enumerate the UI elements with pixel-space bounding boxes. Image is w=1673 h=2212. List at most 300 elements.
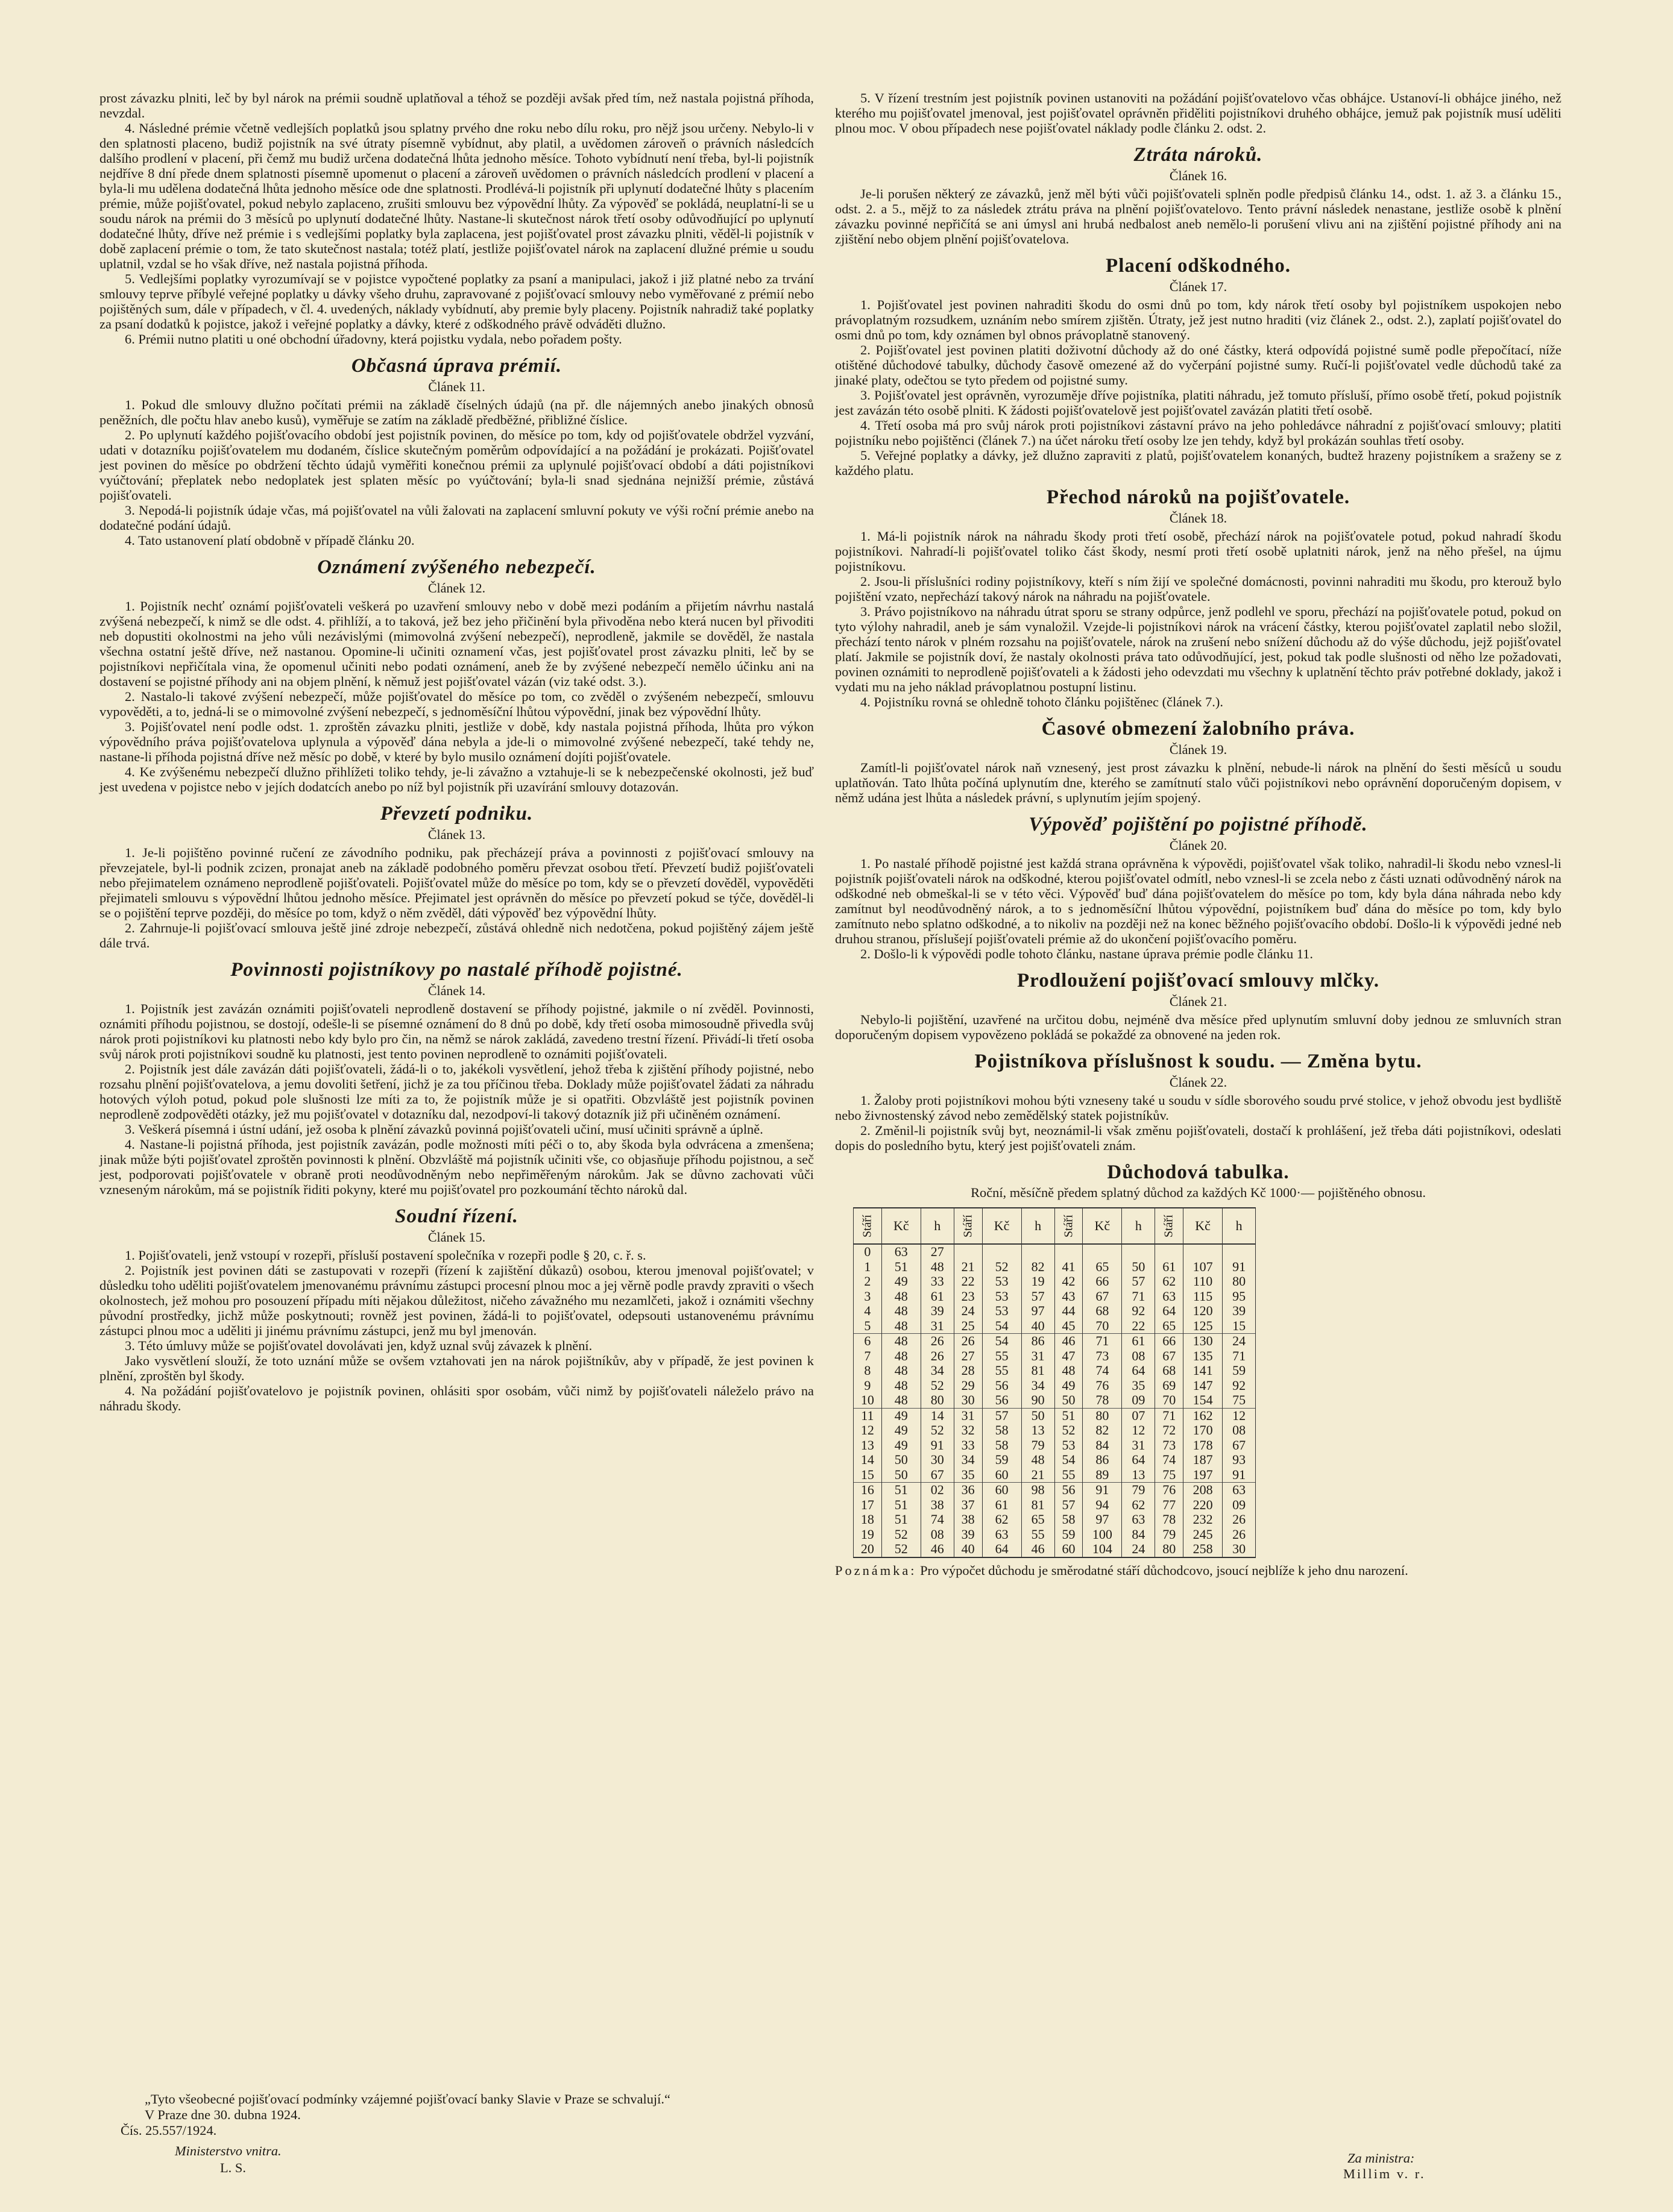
table-cell: 24	[1122, 1542, 1155, 1557]
table-cell: 17	[854, 1498, 882, 1513]
table-cell: 51	[881, 1260, 921, 1275]
table-row	[854, 1289, 1256, 1304]
paragraph: 2. Nastalo-li takové zvýšení nebezpečí, může pojišťovatel do měsíce po tom, co zvěděl o zvýšeném nebezpečí, smlouvu vypověděti, a to, jedná-li se o mimovolné zvýšení nebezpečí, s jednoměsíční lhůtou výpovědní, jinak bez výpovědní lhůty.	[99, 689, 814, 719]
article-number: Článek 22.	[1169, 1075, 1227, 1090]
table-cell: 5	[854, 1319, 882, 1334]
paragraph: 1. Pokud dle smlouvy dlužno počítati prémii na základě číselných údajů (na př. dle nájemných anebo jinakých obnosů peněžních, dle počtu hlav anebo kusů), vyměřuje se zatím na základě předběžné, přibližné číslice.	[99, 397, 814, 427]
table-cell: 52	[921, 1378, 954, 1393]
table-cell: 2	[854, 1274, 882, 1289]
table-cell: 50	[881, 1453, 921, 1468]
table-cell: 07	[1122, 1408, 1155, 1423]
income-table-section	[835, 1160, 1561, 1578]
table-row	[854, 1393, 1256, 1408]
table-row	[854, 1378, 1256, 1393]
seal-ls: L. S.	[220, 2160, 246, 2175]
ministry-name: Ministerstvo vnitra.	[175, 2143, 282, 2158]
table-cell: 23	[954, 1289, 982, 1304]
table-cell: 1	[854, 1260, 882, 1275]
section-heading: Přechod nároků na pojišťovatele.	[1046, 486, 1350, 508]
article-number: Článek 21.	[1169, 994, 1227, 1009]
column-header-age: Stáří	[954, 1208, 982, 1244]
table-cell: 80	[1223, 1274, 1256, 1289]
table-cell: 53	[982, 1274, 1021, 1289]
table-cell: 57	[1122, 1274, 1155, 1289]
table-cell: 48	[1054, 1363, 1083, 1378]
table-cell: 79	[1021, 1438, 1054, 1453]
table-cell: 70	[1155, 1393, 1183, 1408]
article-number: Článek 16.	[1169, 168, 1227, 183]
paragraph: Jako vysvětlení slouží, že toto uznání může se ovšem vztahovati jen na nárok pojištníkův, aby v případě, že jest povinen k plnění, zproštěn byl škody.	[99, 1353, 814, 1383]
table-row	[854, 1260, 1256, 1275]
paragraph: 4. Ke zvýšenému nebezpečí dlužno přihlížeti toliko tehdy, je-li závažno a vztahuje-li se k nebezpečenské okolnosti, jež buď jest uvedena v pojistce nebo v jejích dodatcích anebo po níž byl pojistník při uzavírání smlouvy dotazován.	[99, 764, 814, 794]
table-cell: 68	[1155, 1363, 1183, 1378]
table-cell: 56	[982, 1378, 1021, 1393]
table-row	[854, 1542, 1256, 1557]
paragraph: 1. Pojistník jest zavázán oznámiti pojišťovateli neprodleně dostavení se příhody pojistné, jakmile o ní zvěděl. Povinnosti, oznámiti příhodu pojistnou, se dostojí, odešle-li se písemné oznámení do 8 dnů po době, kdy třetí osoba mimosoudně přivedla svůj nárok proti pojistníkovi ku platnosti nebo kdy bylo pro čin, na němž se nárok zakládá, zavedeno trestní řízení. Přivádí-li třetí osoba svůj nárok proti pojistníkovi soudně ku platnosti, jest tento povinen neprodleně to oznámiti pojišťovateli.	[99, 1001, 814, 1061]
table-cell: 27	[921, 1244, 954, 1260]
paragraph: 1. Je-li pojištěno povinné ručení ze závodního podniku, pak přecházejí práva a povinnosti z pojišťovací smlouvy na převzejatele, byl-li podnik zcizen, pronajat aneb na základě podobného poměru převzat osobou třetí. Převzetí budiž pojišťovateli nebo přejimatelem oznámeno neprodleně pojišťovateli. Pojišťovatel může do měsíce po tom, kdy se o převzetí dověděl, vypověděti přejimateli smlouvu s výpovědní lhůtou jednoho měsíce. Přejimatel jest oprávněn do měsíce po převzetí pokud se týče, dověděl-li se o pojištění teprve později, do měsíce po tom, když o něm zvěděl, dáti výpověď bez výpovědní lhůty.	[99, 845, 814, 920]
table-cell: 125	[1183, 1319, 1223, 1334]
table-cell: 40	[1021, 1319, 1054, 1334]
paragraph: 4. Nastane-li pojistná příhoda, jest pojistník zavázán, podle možnosti míti péči o to, aby škoda byla odvrácena a zmenšena; jinak může býti pojišťovatel zproštěn povinnosti k plnění. Obzvláště má pojistník učiniti vše, co objasňuje příhodu pojistnou, a seč jest, podporovati pojišťovatele v obraně proti neodůvodněným nebo nepřiměřeným nárokům. Jak se důvno zachovati vůči vzneseným nárokům, má se pojistník řiditi pokyny, které mu pojišťovatel pro pozkoumání těchto nároků dal.	[99, 1137, 814, 1197]
table-cell: 26	[921, 1334, 954, 1349]
section-heading: Soudní řízení.	[395, 1205, 518, 1227]
table-cell: 08	[1223, 1423, 1256, 1438]
table-cell: 7	[854, 1349, 882, 1364]
left-column	[99, 90, 814, 1413]
table-cell: 71	[1223, 1349, 1256, 1364]
table-cell: 63	[1223, 1483, 1256, 1498]
paragraph: Je-li porušen některý ze závazků, jenž měl býti vůči pojišťovateli splněn podle předpisů článku 14., odst. 1. až 3. a článku 15., odst. 2. a 5., mějž to za následek ztrátu práva na plnění pojišťovatelovo. Tento právní následek nenastane, jestliže osobě k plnění závazku povinné nepřičítá se ani úmysl ani hrubá nedbalost aneb nemělo-li porušení vlivu ani na zjištění pojistné příhody ani na zjištění nebo objem plnění pojišťovatelova.	[835, 186, 1561, 247]
paragraph: 2. Jsou-li příslušníci rodiny pojistníkovy, kteří s ním žijí ve společné domácnosti, povinni nahraditi mu škodu, pro kterouž bylo pojištění vzato, nepřechází takový nárok na náhradu na pojišťovatele.	[835, 574, 1561, 604]
table-cell: 54	[982, 1319, 1021, 1334]
table-cell: 115	[1183, 1289, 1223, 1304]
table-cell: 49	[881, 1438, 921, 1453]
table-cell: 74	[1155, 1453, 1183, 1468]
table-cell: 84	[1122, 1527, 1155, 1542]
table-cell: 51	[1054, 1408, 1083, 1423]
table-cell: 91	[1223, 1260, 1256, 1275]
table-cell: 67	[1155, 1349, 1183, 1364]
paragraph: 6. Prémii nutno platiti u oné obchodní úřadovny, která pojistku vydala, nebo pořadem pošty.	[125, 331, 622, 347]
table-cell: 09	[1122, 1393, 1155, 1408]
table-cell: 51	[881, 1483, 921, 1498]
table-cell: 100	[1083, 1527, 1122, 1542]
table-cell: 53	[1054, 1438, 1083, 1453]
table-cell	[1021, 1244, 1054, 1260]
table-cell: 74	[1083, 1363, 1122, 1378]
table-cell: 26	[921, 1349, 954, 1364]
table-cell: 37	[954, 1498, 982, 1513]
table-cell: 59	[982, 1453, 1021, 1468]
table-cell: 14	[921, 1408, 954, 1423]
table-cell: 0	[854, 1244, 882, 1260]
table-cell: 31	[921, 1319, 954, 1334]
paragraph: 1. Pojišťovatel jest povinen nahraditi škodu do osmi dnů po tom, kdy nárok třetí osoby byl pojistníkem uspokojen nebo právoplatným rozsudkem, uznáním nebo smírem zjištěn. Útraty, jež jest nutno hraditi (viz článek 2., odst. 2.), zaplatí pojišťovatel do osmi dnů po tom, kdy oznámen byl obnos právoplatně stanovený.	[835, 297, 1561, 342]
table-cell: 72	[1155, 1423, 1183, 1438]
table-cell	[954, 1244, 982, 1260]
table-cell: 147	[1183, 1378, 1223, 1393]
table-cell: 33	[954, 1438, 982, 1453]
table-cell: 09	[1223, 1498, 1256, 1513]
table-cell: 26	[1223, 1527, 1256, 1542]
table-cell: 15	[854, 1468, 882, 1483]
table-cell: 51	[881, 1498, 921, 1513]
table-cell: 41	[1054, 1260, 1083, 1275]
table-cell: 91	[921, 1438, 954, 1453]
article-number: Článek 11.	[428, 379, 485, 394]
table-cell: 110	[1183, 1274, 1223, 1289]
table-cell: 52	[881, 1542, 921, 1557]
table-cell: 68	[1083, 1304, 1122, 1319]
table-cell: 76	[1083, 1378, 1122, 1393]
table-cell: 82	[1021, 1260, 1054, 1275]
table-cell: 69	[1155, 1378, 1183, 1393]
table-cell: 73	[1083, 1349, 1122, 1364]
table-cell: 38	[954, 1512, 982, 1527]
table-cell: 48	[881, 1319, 921, 1334]
table-cell: 75	[1155, 1468, 1183, 1483]
table-cell: 258	[1183, 1542, 1223, 1557]
table-cell: 24	[1223, 1334, 1256, 1349]
table-cell: 91	[1223, 1468, 1256, 1483]
table-cell: 62	[982, 1512, 1021, 1527]
table-cell: 48	[921, 1260, 954, 1275]
table-cell: 97	[1021, 1304, 1054, 1319]
table-row	[854, 1453, 1256, 1468]
table-cell: 245	[1183, 1527, 1223, 1542]
table-cell: 55	[1054, 1468, 1083, 1483]
table-note	[835, 1563, 1561, 1578]
table-row	[854, 1319, 1256, 1334]
table-cell: 61	[1122, 1334, 1155, 1349]
table-cell: 120	[1183, 1304, 1223, 1319]
table-cell: 54	[1054, 1453, 1083, 1468]
table-cell: 48	[881, 1393, 921, 1408]
paragraph: 1. Žaloby proti pojistníkovi mohou býti vzneseny také u soudu v sídle sborového soudu prvé stolice, v jehož obvodu jest bydliště nebo živnostenský závod nebo zemědělský statek pojistníkův.	[835, 1093, 1561, 1123]
table-cell: 82	[1083, 1423, 1122, 1438]
note-label: Poznámka:	[835, 1562, 917, 1578]
table-cell: 89	[1083, 1468, 1122, 1483]
table-cell: 54	[982, 1334, 1021, 1349]
table-cell: 13	[854, 1438, 882, 1453]
table-cell: 40	[954, 1542, 982, 1557]
table-cell: 67	[921, 1468, 954, 1483]
table-cell: 53	[982, 1289, 1021, 1304]
table-cell: 55	[982, 1349, 1021, 1364]
table-cell: 92	[1223, 1378, 1256, 1393]
table-row	[854, 1498, 1256, 1513]
table-cell: 232	[1183, 1512, 1223, 1527]
table-cell: 20	[854, 1542, 882, 1557]
table-cell: 43	[1054, 1289, 1083, 1304]
table-cell: 50	[881, 1468, 921, 1483]
table-cell: 30	[921, 1453, 954, 1468]
section-heading: Občasná úprava prémií.	[351, 355, 562, 377]
note-text: Pro výpočet důchodu je směrodatné stáří důchodcovo, jsoucí nejblíže k jeho dnu narození.	[920, 1562, 1408, 1578]
table-row	[854, 1334, 1256, 1349]
table-cell: 57	[1021, 1289, 1054, 1304]
paragraph: 5. Veřejné poplatky a dávky, jež dlužno zapraviti z platů, pojišťovatelem konaných, budtež hrazeny pojistníkem a sraženy se z každého platu.	[835, 448, 1561, 478]
paragraph: 2. Pojistník jest dále zavázán dáti pojišťovateli, žádá-li o to, jakékoli vysvětlení, jehož třeba k zjištění příhody pojistné, nebo rozsahu plnění pojišťovatelova, a jemu dovoliti šetření, jichž je za tou příčinou třeba. Doklady může pojišťovatel žádati za náhradu hotových výloh potud, pokud pole slušnosti lze míti za to, že pojistník může je si opatřiti. Obzvláště jest pojistník povinen neprodleně zodpověděti otázky, jež mu pojišťovatel v dotazníku dal, nezodpoví-li takový dotazník již při učiněném oznámení.	[99, 1061, 814, 1122]
section-heading: Oznámení zvýšeného nebezpečí.	[317, 556, 596, 578]
table-cell: 48	[881, 1289, 921, 1304]
table-cell: 76	[1155, 1483, 1183, 1498]
table-cell: 94	[1083, 1498, 1122, 1513]
paragraph: 3. Právo pojistníkovo na náhradu útrat sporu se strany odpůrce, jenž podlehl ve sporu, přechází na pojišťovatele potud, pokud on tyto výlohy nahradil, aneb je sám vynaložil. Vzejde-li pojistníkovi nárok na vrácení částky, kterou pojišťovatel zaplatil nebo složil, přechází tento nárok v plném rozsahu na pojišťovatele, nárok na zrušení nebo snížení důchodu až do výše důchodu, jejž pojišťovatel platí. Jakmile se pojistník doví, že nastaly okolnosti práva tato odůvodňující, jest, pokud tak podle slušnosti od něho lze požadovati, povinen oznámiti to neprodleně pojišťovateli a k žádosti jeho odevzdati mu všechny k uplatnění těchto práv potřebné doklady, jakož i vydati mu na jeho náklad právoplatnou postupní listinu.	[835, 604, 1561, 694]
paragraph: Nebylo-li pojištění, uzavřené na určitou dobu, nejméně dva měsíce před uplynutím smluvní doby jednou ze smluvních stran doporučeným dopisem vypovězeno pokládá se pokaždé za obnovené na jeden rok.	[835, 1012, 1561, 1042]
paragraph: 4. Následné prémie včetně vedlejších poplatků jsou splatny prvého dne roku nebo dílu roku, pro nějž jsou určeny. Nebylo-li v den splatnosti placeno, budiž pojistník na své útraty písemně vybídnut, aby platil, a uvědomen zároveň o právních následcích dalšího prodlení v placení, při čemž mu budiž určena dodatečná lhůta jednoho měsíce. Tohoto vybídnutí není třeba, byl-li pojistník nejdříve 8 dní přede dnem splatnosti písemně upomenut o placení a zároveň uvědomen o právních následcích prodlení v placení a byla-li mu udělena dodatečná lhůta jednoho měsíce ode dne splatnosti. Prodlévá-li pojistník při uplynutí dodatečné lhůty s placením prémie, může pojišťovatel, pokud nebylo zaplaceno, zrušiti smlouvu bez výpovědní lhůty. Za výpověď se pokládá, neuplatní-li se u soudu nárok na prémii do 3 měsíců po uplynutí dodatečné lhůty. Nastane-li skutečnost nárok třetí osoby odůvodňující po uplynutí dodatečné lhůty, dříve než prémie i s vedlejšími poplatky byla zaplacena, jest pojišťovatel prost závazku plniti, věděl-li pojistník v době zaplacení prémie o tom, že tato skutečnost nastala; totéž platí, jestliže pojišťovatel nárok na zaplacení dlužné prémie u soudu uplatnil, vzdal se ho však dříve, než nastala pojistná příhoda.	[99, 121, 814, 271]
table-cell: 141	[1183, 1363, 1223, 1378]
table-cell: 48	[1021, 1453, 1054, 1468]
table-cell: 12	[1223, 1408, 1256, 1423]
table-cell: 48	[881, 1334, 921, 1349]
table-row	[854, 1438, 1256, 1453]
table-cell: 35	[1122, 1378, 1155, 1393]
table-cell: 51	[881, 1512, 921, 1527]
paragraph: 5. V řízení trestním jest pojistník povinen ustanoviti na požádání pojišťovatelovo včas obhájce. Ustanoví-li obhájce jiného, než kterého mu pojišťovatel jmenoval, jest pojišťovatel oprávněn přiděliti pojistníkovi druhého obhájce, jemuž pak pojistník musí uděliti plnou moc. V obou případech nese pojišťovatel náklady podle článku 2. odst. 2.	[835, 90, 1561, 136]
table-row	[854, 1304, 1256, 1319]
column-header-kc: Kč	[1083, 1208, 1122, 1244]
table-row	[854, 1408, 1256, 1423]
table-cell: 39	[1223, 1304, 1256, 1319]
table-cell: 49	[1054, 1378, 1083, 1393]
table-cell: 55	[982, 1363, 1021, 1378]
table-cell: 65	[1155, 1319, 1183, 1334]
table-cell: 95	[1223, 1289, 1256, 1304]
table-cell: 61	[921, 1289, 954, 1304]
table-row	[854, 1423, 1256, 1438]
table-cell: 62	[1155, 1274, 1183, 1289]
column-header-kc: Kč	[982, 1208, 1021, 1244]
table-cell: 48	[881, 1378, 921, 1393]
column-header-age: Stáří	[1155, 1208, 1183, 1244]
table-cell: 91	[1083, 1483, 1122, 1498]
table-cell: 178	[1183, 1438, 1223, 1453]
table-cell: 08	[1122, 1349, 1155, 1364]
table-cell: 13	[1122, 1468, 1155, 1483]
section-heading: Časové obmezení žalobního práva.	[1041, 718, 1355, 740]
table-cell: 208	[1183, 1483, 1223, 1498]
table-cell: 48	[881, 1304, 921, 1319]
for-minister: Za ministra:	[1347, 2151, 1415, 2166]
paragraph: 3. Pojišťovatel jest oprávněn, vyrozuměje dříve pojistníka, platiti náhradu, jež tomuto přísluší, přímo osobě třetí, pokud pojistník jest zavázán této osobě plniti. K žádosti pojišťovatelově jest pojišťovatel zavázán platiti třetí osobě.	[835, 388, 1561, 418]
table-cell: 30	[954, 1393, 982, 1408]
table-cell: 107	[1183, 1260, 1223, 1275]
table-cell: 26	[954, 1334, 982, 1349]
table-cell: 55	[1021, 1527, 1054, 1542]
table-cell: 53	[982, 1304, 1021, 1319]
table-cell: 64	[1155, 1304, 1183, 1319]
table-row	[854, 1512, 1256, 1527]
column-header-age: Stáří	[854, 1208, 882, 1244]
paragraph: 3. Pojišťovatel není podle odst. 1. zproštěn závazku plniti, jestliže v době, kdy nastala pojistná příhoda, lhůta pro výkon výpovědního práva pojišťovatelova uplynula a výpověď dána nebyla a jde-li o mimovolné zvýšené nebezpečí, také tehdy ne, nastane-li příhoda pojistná dříve než měsíc po době, v které by bylo musilo oznámení dojíti pojišťovatele.	[99, 719, 814, 764]
section-heading: Převzetí podniku.	[380, 803, 534, 825]
table-header-row	[854, 1208, 1256, 1244]
paragraph: 2. Pojistník jest povinen dáti se zastupovati v rozepři (řízení k zajištění důkazů) osobou, kterou jmenoval pojišťovatel; v důsledku toho uděliti pojišťovatelem jmenovanému právnímu zástupci procesní plnou moc a jej věrně podle pravdy zpraviti o všech okolnostech, jež mohou pro posouzení případu míti nějakou důležitost, ničeho závažného mu nezamlčeti, jakož i oznámiti všechny původní prostředky, jichž může poskytnouti; rovněž jest povinen, žádá-li to pojišťovatel, odepsouti ustanovenému právnímu zástupci plnou moc a uděliti ji jinému právnímu zástupci, jenž mu byl jmenován.	[99, 1263, 814, 1338]
paragraph: 5. Vedlejšími poplatky vyrozumívají se v pojistce vypočtené poplatky za psaní a manipulaci, jakož i již platné nebo za trvání smlouvy teprve příbylé veřejné poplatky u dávky všeho druhu, zapravované z pojišťovací smlouvy nebo vyměřované z prémií nebo pojištěných sum, dále v případech, v čl. 4. uvedených, náklady vybídnutí, aby premie byly placeny. Pojistník nahradiž také poplatky za psaní dodatků k pojistce, jakož i veřejné poplatky a dávky, které z odškodného právě odváděti dlužno.	[99, 271, 814, 331]
table-cell: 130	[1183, 1334, 1223, 1349]
table-cell: 49	[881, 1274, 921, 1289]
table-cell: 104	[1083, 1542, 1122, 1557]
table-cell: 80	[1083, 1408, 1122, 1423]
table-cell: 3	[854, 1289, 882, 1304]
paragraph: 3. Veškerá písemná i ústní udání, jež osoba k plnění závazků povinná pojišťovateli učiní, musí učiniti správně a úplně.	[125, 1122, 763, 1137]
table-cell: 6	[854, 1334, 882, 1349]
table-cell: 92	[1122, 1304, 1155, 1319]
column-header-kc: Kč	[1183, 1208, 1223, 1244]
table-cell: 38	[921, 1498, 954, 1513]
section-heading: Ztráta nároků.	[1133, 144, 1263, 166]
table-cell: 47	[1054, 1349, 1083, 1364]
paragraph: 1. Pojistník nechť oznámí pojišťovateli veškerá po uzavření smlouvy nebo v době mezi podáním a přijetím návrhu nastalá zvýšená nebezpečí, k nimž se dle odst. 4. přihlíží, a to taková, jež bez jeho přičinění byla přivoděna nebo která nucen byl přivoditi neb dopustiti okolnostmi na jeho vůli nezávislými (mimovolná zvýšení nebezpečí), neprodleně, jakmile se dověděl, že nastala všechna ostatní ještě dříve, než nastanou. Opomine-li učiniti oznamení včas, jest pojišťovatel prost závazku plniti, leč by se pojistníkovi nepřičítala vina, že opomenul učiniti nebo podati oznámení, aneb že by zvýšené nebezpečí nemělo účinku ani na dostavení se pojistné příhody ani na objem plnění, k němuž jest pojišťovatel vázán (viz také odst. 3.).	[99, 599, 814, 689]
table-cell: 135	[1183, 1349, 1223, 1364]
paragraph: 4. Třetí osoba má pro svůj nárok proti pojistníkovi zástavní právo na jeho pohledávce náhradní z pojišťovací smlouvy; platiti pojistníku nebo pojištěnci (článek 7.) na účet nároku třetí osoby lze jen tehdy, když byl prokázán souhlas třetí osoby.	[835, 418, 1561, 448]
table-cell: 29	[954, 1378, 982, 1393]
paragraph: 4. Pojistníku rovná se ohledně tohoto článku pojištěnec (článek 7.).	[860, 694, 1223, 709]
table-cell: 73	[1155, 1438, 1183, 1453]
table-cell: 34	[954, 1453, 982, 1468]
table-row	[854, 1274, 1256, 1289]
table-cell: 22	[954, 1274, 982, 1289]
table-cell: 84	[1083, 1438, 1122, 1453]
table-cell: 30	[1223, 1542, 1256, 1557]
table-cell: 19	[854, 1527, 882, 1542]
table-cell: 98	[1021, 1483, 1054, 1498]
approval-text: „Tyto všeobecné pojišťovací podmínky vzájemné pojišťovací banky Slavie v Praze se schvalují.“	[145, 2091, 670, 2107]
table-cell: 39	[954, 1527, 982, 1542]
table-cell	[1083, 1244, 1122, 1260]
column-header-h: h	[1223, 1208, 1256, 1244]
table-cell: 58	[982, 1438, 1021, 1453]
section-heading: Výpověď pojištění po pojistné příhodě.	[1029, 814, 1368, 835]
table-cell: 78	[1083, 1393, 1122, 1408]
table-cell: 4	[854, 1304, 882, 1319]
table-cell: 162	[1183, 1408, 1223, 1423]
table-cell: 26	[1223, 1512, 1256, 1527]
table-cell: 9	[854, 1378, 882, 1393]
table-cell: 8	[854, 1363, 882, 1378]
table-cell: 81	[1021, 1498, 1054, 1513]
paragraph: 1. Po nastalé příhodě pojistné jest každá strana oprávněna k výpovědi, pojišťovatel však toliko, nahradil-li škodu nebo vznesl-li pojistník pojišťovateli nárok na odškodné, kterou pojišťovatel odmítl, nebo vznesl-li se zcela nebo z části uznati odůvodněný nárok na odškodné neb obmeškal-li se v této věci. Výpověď buď dána pojišťovatelem do měsíce po tom, kdy byla dána náhrada nebo kdy zamítnut byl neodůvodněný nárok, a to s jednoměsíční lhůtou výpovědní, pojistníkem buď dána do měsíce po tom, kdy bylo zamítnuto nebo splatno odškodné, a to nikoliv na později než na konec běžného pojišťovacího období. Došlo-li k výpovědi jedné neb druhou stranou, příslušejí pojišťovateli prémie až do ukončení pojišťovacího poměru.	[835, 856, 1561, 946]
paragraph: 3. Této úmluvy může se pojišťovatel dovolávati jen, když uznal svůj závazek k plnění.	[125, 1338, 593, 1353]
column-header-kc: Kč	[881, 1208, 921, 1244]
table-cell: 56	[982, 1393, 1021, 1408]
table-cell: 75	[1223, 1393, 1256, 1408]
table-row	[854, 1244, 1256, 1260]
table-cell: 93	[1223, 1453, 1256, 1468]
table-cell: 24	[954, 1304, 982, 1319]
article-number: Článek 20.	[1169, 838, 1227, 853]
table-cell: 71	[1122, 1289, 1155, 1304]
article-number: Článek 13.	[427, 827, 486, 842]
table-cell: 36	[954, 1483, 982, 1498]
table-row	[854, 1527, 1256, 1542]
table-cell: 57	[1054, 1498, 1083, 1513]
article-number: Článek 17.	[1169, 279, 1227, 294]
table-body	[854, 1244, 1256, 1557]
table-cell: 16	[854, 1483, 882, 1498]
paragraph: 2. Zahrnuje-li pojišťovací smlouva ještě jiné zdroje nebezpečí, zůstává ohledně nich nedotčena, pokud pojištěný zájem ještě dále trvá.	[99, 920, 814, 950]
table-cell: 63	[881, 1244, 921, 1260]
table-cell: 48	[881, 1363, 921, 1378]
table-cell: 31	[1122, 1438, 1155, 1453]
approval-date: V Praze dne 30. dubna 1924.	[145, 2107, 301, 2122]
table-cell: 60	[982, 1468, 1021, 1483]
table-cell: 81	[1021, 1363, 1054, 1378]
paragraph: 2. Po uplynutí každého pojišťovacího období jest pojistník povinen, do měsíce po tom, kdy od pojišťovatele obdržel vyzvání, udati v dotazníku pojišťovatelem mu dodaném, číslice skutečným poměrům odpovídající a na požádání je prokázati. Pojišťovatel jest povinen do měsíce po obdržení těchto údajů vyměřiti konečnou prémii za uplynulé pojišťovací období a dáti pojistníkovi vyúčtování; přeplatek nebo nedoplatek jest splaten měsíc po vyúčtování; byla-li snad sjednána nejnižší prémie, zůstává pojišťovateli.	[99, 427, 814, 503]
table-cell	[1122, 1244, 1155, 1260]
table-cell: 79	[1122, 1483, 1155, 1498]
table-cell: 64	[1122, 1453, 1155, 1468]
table-cell: 10	[854, 1393, 882, 1408]
table-cell: 61	[1155, 1260, 1183, 1275]
table-cell: 02	[921, 1483, 954, 1498]
article-number: Článek 15.	[427, 1230, 486, 1245]
table-cell: 65	[1021, 1512, 1054, 1527]
table-cell: 50	[1122, 1260, 1155, 1275]
table-cell: 77	[1155, 1498, 1183, 1513]
table-cell: 32	[954, 1423, 982, 1438]
table-cell: 57	[982, 1408, 1021, 1423]
table-cell: 86	[1021, 1334, 1054, 1349]
paragraph: 2. Došlo-li k výpovědi podle tohoto článku, nastane úprava prémie podle článku 11.	[860, 946, 1313, 961]
table-row	[854, 1363, 1256, 1378]
section-heading: Pojistníkova příslušnost k soudu. — Změna bytu.	[974, 1051, 1422, 1072]
table-cell	[1155, 1244, 1183, 1260]
table-cell: 66	[1155, 1334, 1183, 1349]
table-cell: 13	[1021, 1423, 1054, 1438]
right-column	[835, 90, 1561, 1578]
table-subtitle: Roční, měsíčně předem splatný důchod za každých Kč 1000·— pojištěného obnosu.	[971, 1185, 1426, 1200]
income-table	[853, 1207, 1256, 1558]
column-header-h: h	[1122, 1208, 1155, 1244]
column-header-age: Stáří	[1054, 1208, 1083, 1244]
article-number: Článek 19.	[1169, 742, 1227, 757]
table-cell: 52	[982, 1260, 1021, 1275]
column-header-h: h	[921, 1208, 954, 1244]
table-cell: 58	[982, 1423, 1021, 1438]
table-cell: 52	[881, 1527, 921, 1542]
table-cell: 21	[954, 1260, 982, 1275]
table-title: Důchodová tabulka.	[1107, 1161, 1290, 1183]
table-cell: 64	[1122, 1363, 1155, 1378]
table-cell: 61	[982, 1498, 1021, 1513]
table-cell: 15	[1223, 1319, 1256, 1334]
table-cell: 63	[1155, 1289, 1183, 1304]
table-cell: 48	[881, 1349, 921, 1364]
table-cell: 21	[1021, 1468, 1054, 1483]
table-cell: 59	[1054, 1527, 1083, 1542]
table-cell: 19	[1021, 1274, 1054, 1289]
table-cell: 49	[881, 1408, 921, 1423]
table-cell: 31	[1021, 1349, 1054, 1364]
table-cell: 66	[1083, 1274, 1122, 1289]
table-cell: 65	[1083, 1260, 1122, 1275]
table-cell: 14	[854, 1453, 882, 1468]
table-cell: 63	[1122, 1512, 1155, 1527]
table-cell: 187	[1183, 1453, 1223, 1468]
table-cell: 79	[1155, 1527, 1183, 1542]
approval-number: Čís. 25.557/1924.	[121, 2123, 217, 2138]
table-cell	[982, 1244, 1021, 1260]
table-cell: 49	[881, 1423, 921, 1438]
table-cell: 60	[982, 1483, 1021, 1498]
table-cell: 220	[1183, 1498, 1223, 1513]
table-cell: 34	[921, 1363, 954, 1378]
table-cell	[1223, 1244, 1256, 1260]
table-cell: 18	[854, 1512, 882, 1527]
